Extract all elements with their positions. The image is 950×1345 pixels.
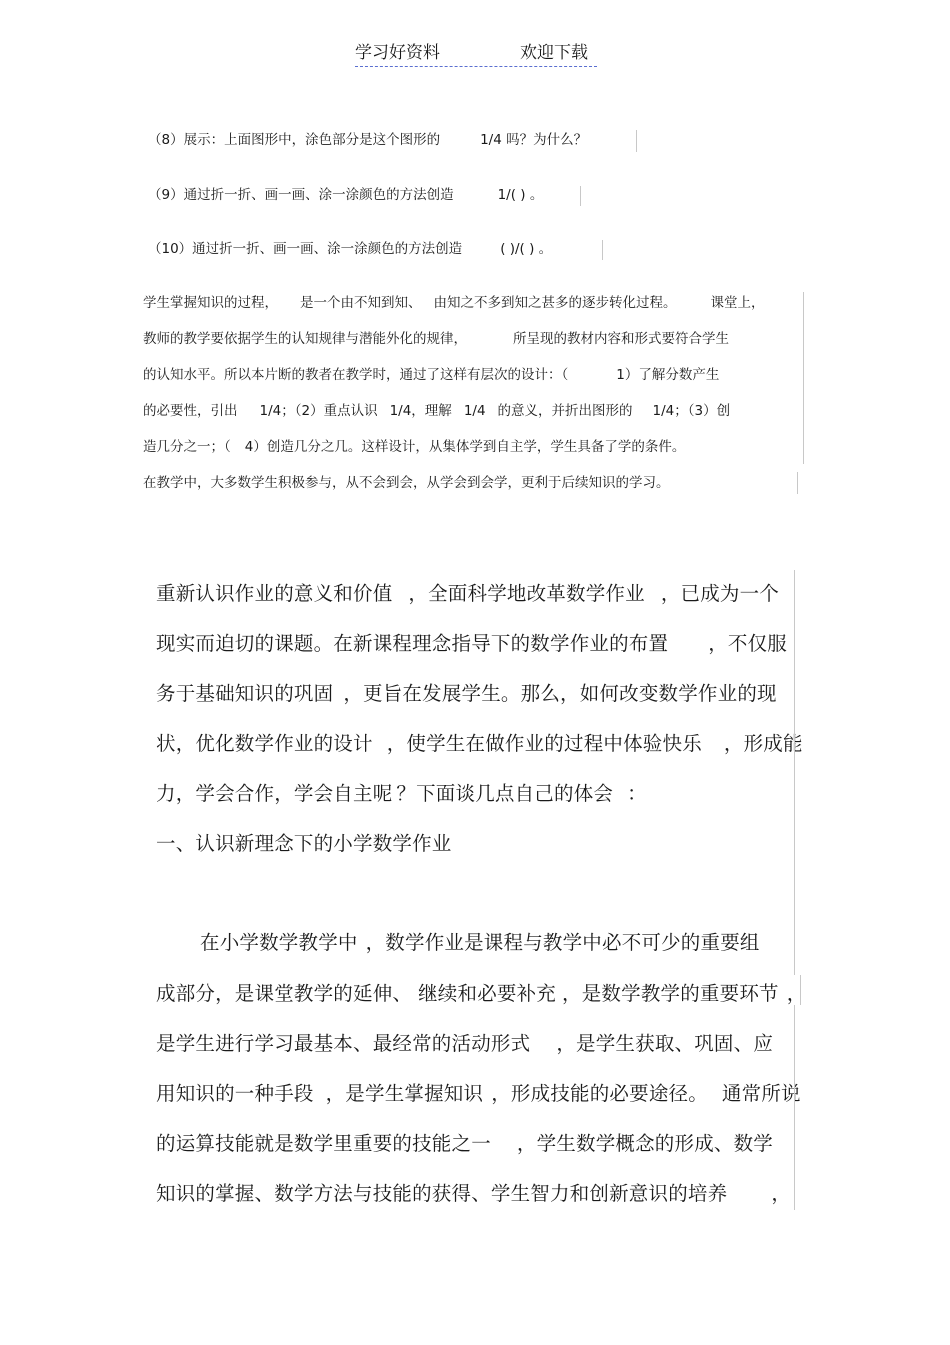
p3-line-3	[156, 1031, 773, 1057]
p2-line-4	[156, 731, 803, 757]
text-run: 4）创造几分之几。这样设计，从集体学到自主学，学生具备了学的条件。	[244, 439, 686, 455]
text-run: 用知识的一种手段	[156, 1082, 314, 1105]
text-run: 1/4；（3）创	[652, 403, 731, 419]
text-run: ，不仅服	[708, 632, 788, 655]
step-10-fraction: ( )/( ) 。	[500, 241, 553, 257]
margin-line	[580, 186, 581, 206]
text-run: 是学生进行学习最基本、最经常的活动形式	[156, 1032, 531, 1055]
text-run: 现实而迫切的课题。在新课程理念指导下的数学作业的布置	[156, 632, 669, 655]
step-8	[148, 130, 587, 150]
p1-line-1	[143, 293, 765, 313]
step-10	[148, 239, 552, 259]
text-run: 造几分之一；（	[143, 439, 231, 455]
text-run: 力，学会合作，学会自主呢	[156, 782, 393, 805]
text-run: ，是学生获取、巩固、应	[556, 1032, 774, 1055]
text-run: 教师的教学要依据学生的认知规律与潜能外化的规律，	[143, 331, 467, 347]
text-run: ，使学生在做作业的过程中体验快乐	[386, 732, 702, 755]
text-run: 由知之不多到知之甚多的逐步转化过程。	[433, 295, 677, 311]
margin-line	[794, 570, 795, 975]
step-8-text: （8）展示：上面图形中，涂色部分是这个图形的	[148, 132, 441, 148]
margin-line	[803, 292, 804, 464]
step-9-text: （9）通过折一折、画一画、涂一涂颜色的方法创造	[148, 187, 454, 203]
step-9-fraction: 1/( ) 。	[497, 187, 544, 203]
text-run: ，数学作业是课程与教学中必不可少的重要组	[365, 931, 760, 954]
text-run: ，	[771, 1182, 792, 1205]
margin-line	[602, 240, 603, 260]
text-run: 在小学数学教学中	[200, 931, 358, 954]
p1-line-5	[143, 437, 685, 457]
text-run: 1/4，理解	[389, 403, 452, 419]
margin-line	[800, 975, 801, 1005]
text-run: 在教学中，大多数学生积极参与，从不会到会，从学会到会学，更利于后续知识的学习。	[143, 475, 670, 491]
text-run: 重新认识作业的意义和价值	[156, 582, 393, 605]
text-run: 通常所说	[721, 1082, 801, 1105]
p1-line-6	[143, 473, 670, 493]
text-run: 所呈现的教材内容和形式要符合学生	[513, 331, 729, 347]
text-run: 继续和必要补充	[418, 982, 557, 1005]
p1-line-2	[143, 329, 729, 349]
text-run: 1/4	[463, 403, 486, 419]
p3-line-4	[156, 1081, 801, 1107]
text-run: 1）了解分数产生	[616, 367, 720, 383]
text-run: 学生掌握知识的过程，	[143, 295, 278, 311]
p2-line-1	[156, 581, 779, 607]
text-run: 知识的掌握、数学方法与技能的获得、学生智力和创新意识的培养	[156, 1182, 728, 1205]
section-heading: 一、认识新理念下的小学数学作业	[156, 832, 452, 855]
margin-line	[794, 1005, 795, 1210]
text-run: ，学生数学概念的形成、数学	[516, 1132, 774, 1155]
text-run: ，是数学教学的重要环节	[562, 982, 779, 1005]
text-run: ，全面科学地改革数学作业	[408, 582, 645, 605]
p3-line-2	[156, 981, 806, 1007]
p1-line-4	[143, 401, 730, 421]
text-run: ，形成能	[723, 732, 803, 755]
text-run: ，是学生掌握知识	[325, 1082, 484, 1105]
text-run: 务于基础知识的巩固	[156, 682, 334, 705]
step-9	[148, 185, 543, 205]
p1-line-3	[143, 365, 719, 385]
margin-line	[797, 472, 798, 494]
text-run: 的认知水平。所以本片断的教者在教学时，通过了这样有层次的设计：（	[143, 367, 569, 383]
p3-line-6	[156, 1181, 791, 1207]
p3-line-1	[200, 930, 760, 956]
header-left-text: 学习好资料	[355, 43, 440, 63]
step-10-text: （10）通过折一折、画一画、涂一涂颜色的方法创造	[148, 241, 463, 257]
text-run: ，形成技能的必要途径。	[491, 1082, 708, 1105]
margin-line	[636, 130, 637, 152]
text-run: 是一个由不知到知、	[300, 295, 422, 311]
text-run: 状，优化数学作业的设计	[156, 732, 373, 755]
text-run: 的意义，并折出图形的	[497, 403, 633, 419]
text-run: ：	[627, 782, 647, 805]
text-run: ，已成为一个	[660, 582, 780, 605]
text-run: 课堂上，	[710, 295, 765, 311]
p2-line-5	[156, 781, 647, 807]
text-run: ？下面谈几点自己的体会	[396, 782, 614, 805]
header-right-text: 欢迎下载	[520, 43, 588, 63]
p2-line-3	[156, 681, 777, 707]
text-run: 1/4；（2）重点认识	[259, 403, 378, 419]
text-run: 的运算技能就是数学里重要的技能之一	[156, 1132, 491, 1155]
p2-line-2	[156, 631, 787, 657]
text-run: ，更旨在发展学生。那么，如何改变数学作业的现	[343, 682, 777, 705]
step-8-fraction: 1/4 吗？为什么？	[480, 132, 588, 148]
text-run: 的必要性，引出	[143, 403, 238, 419]
text-run: 成部分，是课堂教学的延伸、	[156, 982, 413, 1005]
page-header	[355, 42, 597, 67]
text-run: ，	[786, 982, 807, 1005]
p3-line-5	[156, 1131, 773, 1157]
